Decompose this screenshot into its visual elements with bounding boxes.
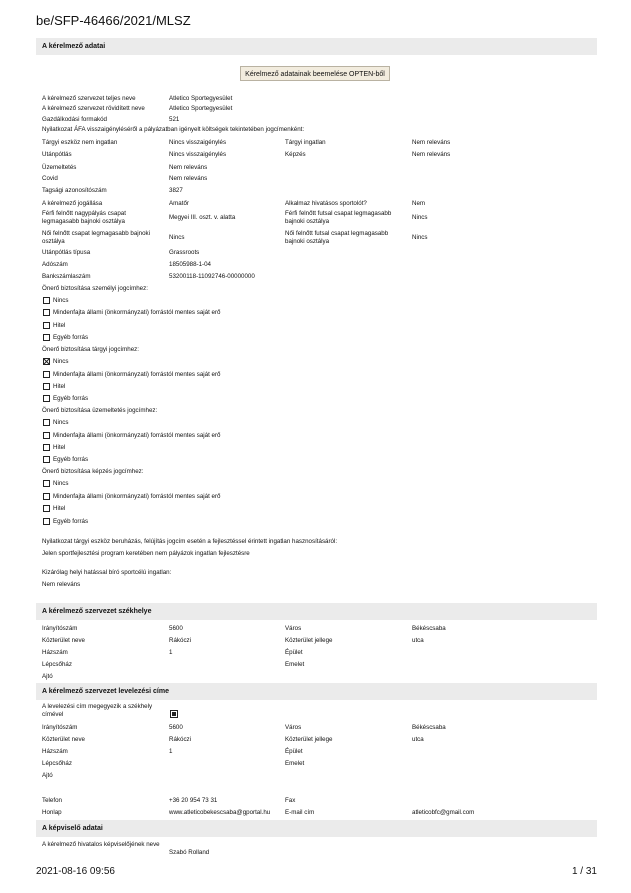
mail-street-value: Rákóczi — [169, 736, 192, 743]
own-fund-checkbox[interactable] — [43, 456, 50, 463]
mail-building-label: Épület — [285, 748, 303, 755]
own-fund-checkbox[interactable] — [43, 518, 50, 525]
mail-door-label: Ajtó — [42, 772, 53, 779]
own-fund-checkbox[interactable] — [43, 322, 50, 329]
women-adult-label: Női felnőtt csapat legmagasabb bajnoki osztálya — [42, 230, 151, 245]
women-futsal-label: Női felnőtt futsal csapat legmagasabb bajnoki osztálya — [285, 230, 389, 245]
men-adult-label: Férfi felnőtt nagypályás csapat legmagasabb bajnoki osztálya — [42, 210, 126, 225]
vat-label: Üzemeltetés — [42, 164, 77, 171]
rep-name-value: Szabó Rolland — [169, 849, 210, 856]
vat-value: Nem releváns — [169, 164, 208, 171]
section-representative-header: A képviselő adatai — [36, 820, 597, 837]
phone-label: Telefon — [42, 797, 62, 804]
footer-page-number: 1 / 31 — [571, 866, 597, 877]
seat-zip-label: Irányítószám — [42, 625, 78, 632]
mail-house-value: 1 — [169, 748, 173, 755]
tax-no-value: 18505988-1-04 — [169, 261, 211, 268]
seat-zip-value: 5600 — [169, 625, 183, 632]
mail-same-label: A levelezési cím megegyezik a székhely címével — [42, 703, 153, 718]
own-fund-option: Nincs — [53, 480, 69, 487]
full-name-label: A kérelmező szervezet teljes neve — [42, 95, 136, 102]
own-fund-title: Önerő biztosítása üzemeltetés jogcímhez: — [42, 407, 158, 414]
seat-door-label: Ajtó — [42, 673, 53, 680]
seat-stair-label: Lépcsőház — [42, 661, 72, 668]
legal-status-label: A kérelmező jogállása — [42, 200, 103, 207]
seat-city-label: Város — [285, 625, 302, 632]
mail-stair-label: Lépcsőház — [42, 760, 72, 767]
mail-floor-label: Emelet — [285, 760, 305, 767]
own-fund-option: Mindenfajta állami (önkormányzati) forrástól mentes saját erő — [53, 493, 221, 500]
phone-value: +36 20 954 73 31 — [169, 797, 218, 804]
rep-name-label: A kérelmező hivatalos képviselőjének neve — [42, 841, 160, 848]
vat-label: Covid — [42, 175, 58, 182]
email-value: atleticobfc@gmail.com — [412, 809, 475, 816]
email-label: E-mail cím — [285, 809, 315, 816]
own-fund-checkbox[interactable] — [43, 309, 50, 316]
opten-import-button[interactable]: Kérelmező adatainak beemelése OPTEN-ből — [240, 66, 390, 81]
section-seat-header: A kérelmező szervezet székhelye — [36, 603, 597, 620]
membership-id-label: Tagsági azonosítószám — [42, 187, 107, 194]
own-fund-option: Egyéb forrás — [53, 395, 89, 402]
bank-value: 53200118-11092746-00000000 — [169, 273, 255, 280]
legal-status-value: Amatőr — [169, 200, 189, 207]
econ-form-label: Gazdálkodási formakód — [42, 116, 108, 123]
own-fund-title: Önerő biztosítása személyi jogcímhez: — [42, 285, 148, 292]
own-fund-option: Nincs — [53, 419, 69, 426]
utilization-value: Jelen sportfejlesztési program keretében nem pályázok ingatlan fejlesztésre — [42, 550, 250, 557]
bank-label: Bankszámlaszám — [42, 273, 91, 280]
vat-label: Képzés — [285, 151, 306, 158]
seat-street-value: Rákóczi — [169, 637, 192, 644]
seat-floor-label: Emelet — [285, 661, 305, 668]
full-name-value: Atletico Sportegyesület — [169, 95, 233, 102]
seat-street-type-label: Közterület jellege — [285, 637, 333, 644]
website-label: Honlap — [42, 809, 62, 816]
local-impact-title: Kizárólag helyi hatással bíró sportcélú ingatlan: — [42, 569, 172, 576]
own-fund-checkbox[interactable] — [43, 444, 50, 451]
website-value: www.atleticobekescsaba@gportal.hu — [169, 809, 271, 816]
youth-type-label: Utánpótlás típusa — [42, 249, 91, 256]
own-fund-title: Önerő biztosítása tárgyi jogcímhez: — [42, 346, 139, 353]
tax-no-label: Adószám — [42, 261, 68, 268]
vat-label: Utánpótlás — [42, 151, 72, 158]
seat-house-label: Házszám — [42, 649, 68, 656]
vat-value: Nem releváns — [412, 139, 451, 146]
vat-value: Nem releváns — [412, 151, 451, 158]
men-futsal-label: Férfi felnőtt futsal csapat legmagasabb bajnoki osztálya — [285, 210, 392, 225]
mail-street-label: Közterület neve — [42, 736, 85, 743]
own-fund-option: Mindenfajta állami (önkormányzati) forrástól mentes saját erő — [53, 371, 221, 378]
mail-zip-value: 5600 — [169, 724, 183, 731]
own-fund-checkbox[interactable] — [43, 432, 50, 439]
mail-house-label: Házszám — [42, 748, 68, 755]
women-adult-value: Nincs — [169, 234, 185, 241]
own-fund-checkbox[interactable] — [43, 297, 50, 304]
document-id: be/SFP-46466/2021/MLSZ — [36, 13, 191, 28]
own-fund-option: Hitel — [53, 322, 66, 329]
mail-street-type-value: utca — [412, 736, 424, 743]
men-adult-value: Megyei III. oszt. v. alatta — [169, 214, 236, 221]
vat-value: Nincs visszaigénylés — [169, 139, 227, 146]
own-fund-option: Hitel — [53, 444, 66, 451]
vat-label: Tárgyi eszköz nem ingatlan — [42, 139, 118, 146]
own-fund-checkbox[interactable] — [43, 395, 50, 402]
own-fund-title: Önerő biztosítása képzés jogcímhez: — [42, 468, 144, 475]
own-fund-option: Hitel — [53, 505, 66, 512]
women-futsal-value: Nincs — [412, 234, 428, 241]
seat-city-value: Békéscsaba — [412, 625, 446, 632]
vat-label: Tárgyi ingatlan — [285, 139, 326, 146]
seat-house-value: 1 — [169, 649, 173, 656]
own-fund-checkbox[interactable] — [43, 505, 50, 512]
utilization-title: Nyilatkozat tárgyi eszköz beruházás, felújítás jogcím esetén a fejlesztéssel érintett ingatlan hasznosításáról: — [42, 538, 338, 545]
own-fund-checkbox[interactable] — [43, 480, 50, 487]
econ-form-value: 521 — [169, 116, 180, 123]
own-fund-option: Egyéb forrás — [53, 334, 89, 341]
own-fund-option: Nincs — [53, 358, 69, 365]
own-fund-option: Nincs — [53, 297, 69, 304]
own-fund-option: Mindenfajta állami (önkormányzati) forrástól mentes saját erő — [53, 432, 221, 439]
own-fund-checkbox[interactable] — [43, 493, 50, 500]
local-impact-value: Nem releváns — [42, 581, 81, 588]
mail-street-type-label: Közterület jellege — [285, 736, 333, 743]
section-mail-header: A kérelmező szervezet levelezési címe — [36, 683, 597, 700]
fax-label: Fax — [285, 797, 296, 804]
vat-value: Nem releváns — [169, 175, 208, 182]
pro-athlete-value: Nem — [412, 200, 426, 207]
youth-type-value: Grassroots — [169, 249, 200, 256]
own-fund-option: Mindenfajta állami (önkormányzati) forrástól mentes saját erő — [53, 309, 221, 316]
vat-statement: Nyilatkozat ÁFA visszaigényléséről a pályázatban igényelt költségek tekintetében jogcímenként: — [42, 126, 305, 133]
seat-street-label: Közterület neve — [42, 637, 85, 644]
membership-id-value: 3827 — [169, 187, 183, 194]
mail-same-checkbox[interactable] — [170, 710, 178, 718]
own-fund-checkbox-checked[interactable] — [43, 358, 50, 365]
pro-athlete-label: Alkalmaz hivatásos sportolót? — [285, 200, 367, 207]
own-fund-checkbox[interactable] — [43, 371, 50, 378]
mail-city-value: Békéscsaba — [412, 724, 446, 731]
own-fund-checkbox[interactable] — [43, 383, 50, 390]
section-applicant-header: A kérelmező adatai — [36, 38, 597, 55]
mail-city-label: Város — [285, 724, 302, 731]
men-futsal-value: Nincs — [412, 214, 428, 221]
own-fund-option: Egyéb forrás — [53, 456, 89, 463]
short-name-label: A kérelmező szervezet rövidített neve — [42, 105, 145, 112]
own-fund-option: Hitel — [53, 383, 66, 390]
seat-street-type-value: utca — [412, 637, 424, 644]
footer-date: 2021-08-16 09:56 — [36, 866, 115, 877]
vat-value: Nincs visszaigénylés — [169, 151, 227, 158]
seat-building-label: Épület — [285, 649, 303, 656]
own-fund-checkbox[interactable] — [43, 419, 50, 426]
own-fund-option: Egyéb forrás — [53, 518, 89, 525]
short-name-value: Atletico Sportegyesület — [169, 105, 233, 112]
mail-zip-label: Irányítószám — [42, 724, 78, 731]
own-fund-checkbox[interactable] — [43, 334, 50, 341]
